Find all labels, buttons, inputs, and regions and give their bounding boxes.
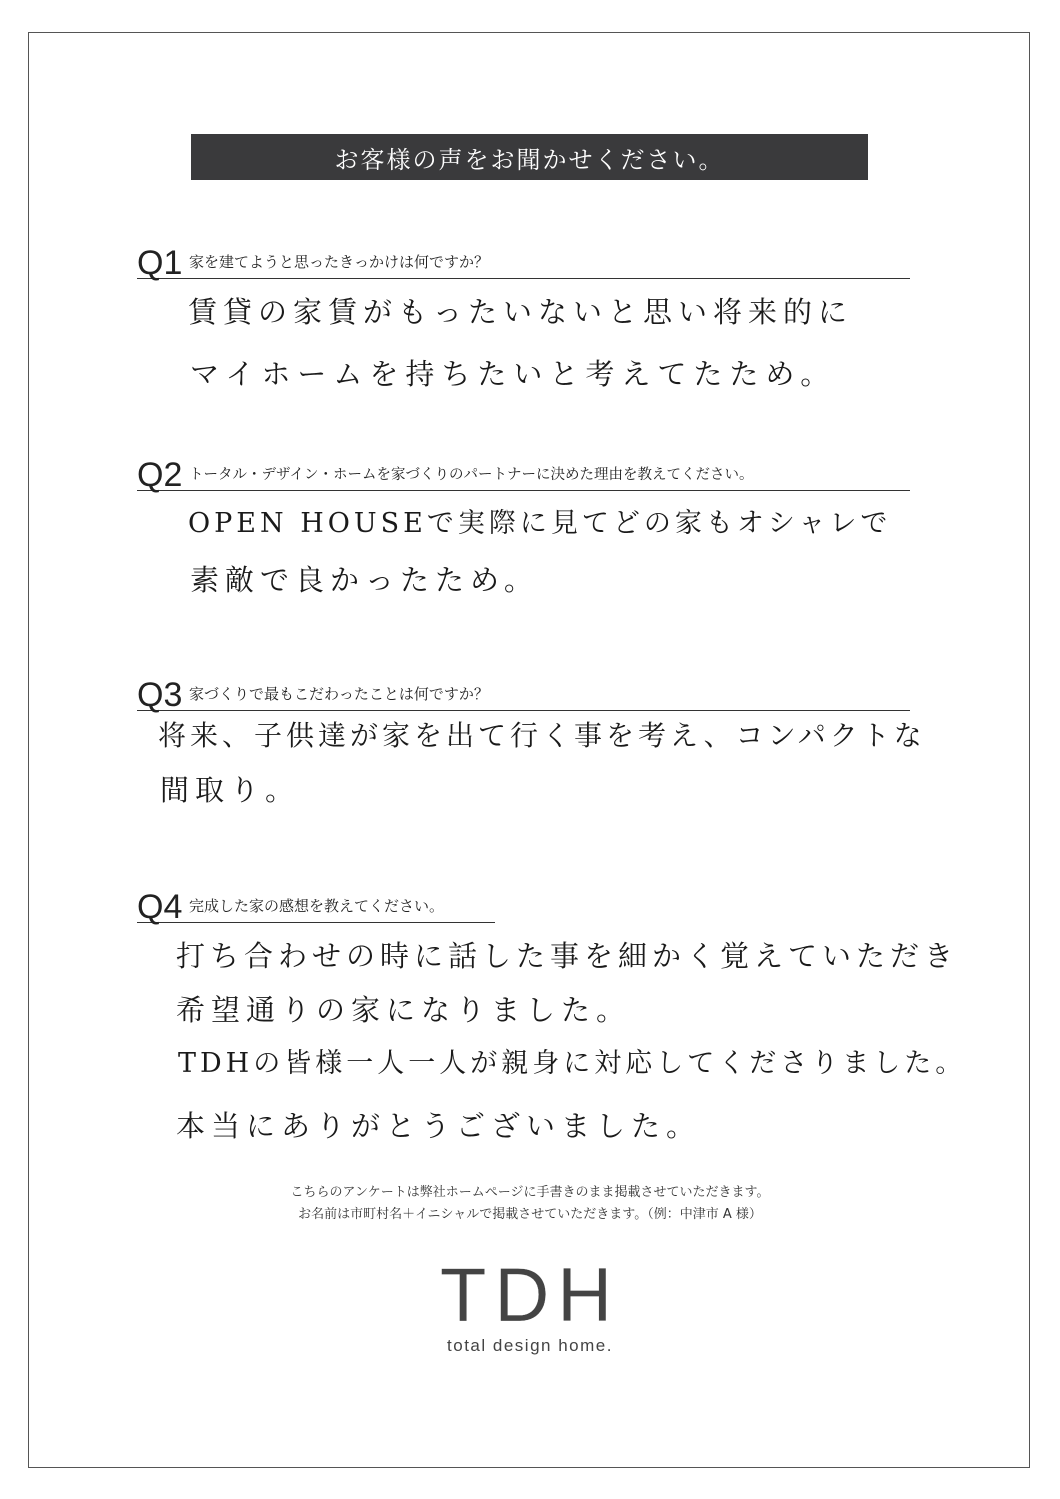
footer-notes [0,1182,1060,1226]
footer-note-2: お名前は市町村名＋イニシャルで掲載させていただきます。（例：中津市 A 様） [298,1207,762,1222]
answer-4-line-3: TDHの皆様一人一人が親身に対応してくださりました。 [178,1048,967,1079]
question-4-header [137,882,495,926]
question-1-header [137,238,910,282]
answer-2-line-1: OPEN HOUSEで実際に見てどの家もオシャレで [188,508,892,539]
question-1-text: 家を建てようと思ったきっかけは何ですか？ [189,253,490,271]
question-1-number: Q1 [137,244,183,282]
answer-3-line-1: 将来、子供達が家を出て行く事を考え、コンパクトな [158,719,926,752]
answer-1-line-1: 賃貸の家賃がもったいないと思い将来的に [188,295,854,329]
answer-4-line-2: 希望通りの家になりました。 [176,993,632,1027]
question-1 [137,238,910,282]
question-4 [137,882,910,926]
survey-title-banner [191,134,868,180]
question-2-number: Q2 [137,456,183,494]
question-3 [137,670,910,714]
answer-4-line-4: 本当にありがとうございました。 [176,1109,702,1143]
tdh-logo [0,1253,1060,1356]
question-2 [137,450,910,494]
question-2-header [137,450,910,494]
question-4-number: Q4 [137,888,183,926]
question-3-number: Q3 [137,676,183,714]
question-3-header [137,670,910,714]
question-2-text: トータル・デザイン・ホームを家づくりのパートナーに決めた理由を教えてください。 [189,467,754,483]
footer-note-1: こちらのアンケートは弊社ホームページに手書きのまま掲載させていただきます。 [290,1185,770,1200]
tdh-logo-tagline: total design home. [447,1336,613,1355]
answer-4-line-1: 打ち合わせの時に話した事を細かく覚えていただき [176,939,959,973]
answer-2-line-2: 素敵で良かったため。 [190,563,539,597]
question-3-text: 家づくりで最もこだわったことは何ですか？ [189,685,489,703]
tdh-logo-mark: TDH [439,1253,621,1338]
answer-3-line-2: 間取り。 [160,773,301,807]
survey-title: お客様の声をお聞かせください。 [334,145,725,174]
answer-1-line-2: マイホームを持ちたいと考えてたため。 [190,357,837,391]
question-4-text: 完成した家の感想を教えてください。 [189,897,445,915]
